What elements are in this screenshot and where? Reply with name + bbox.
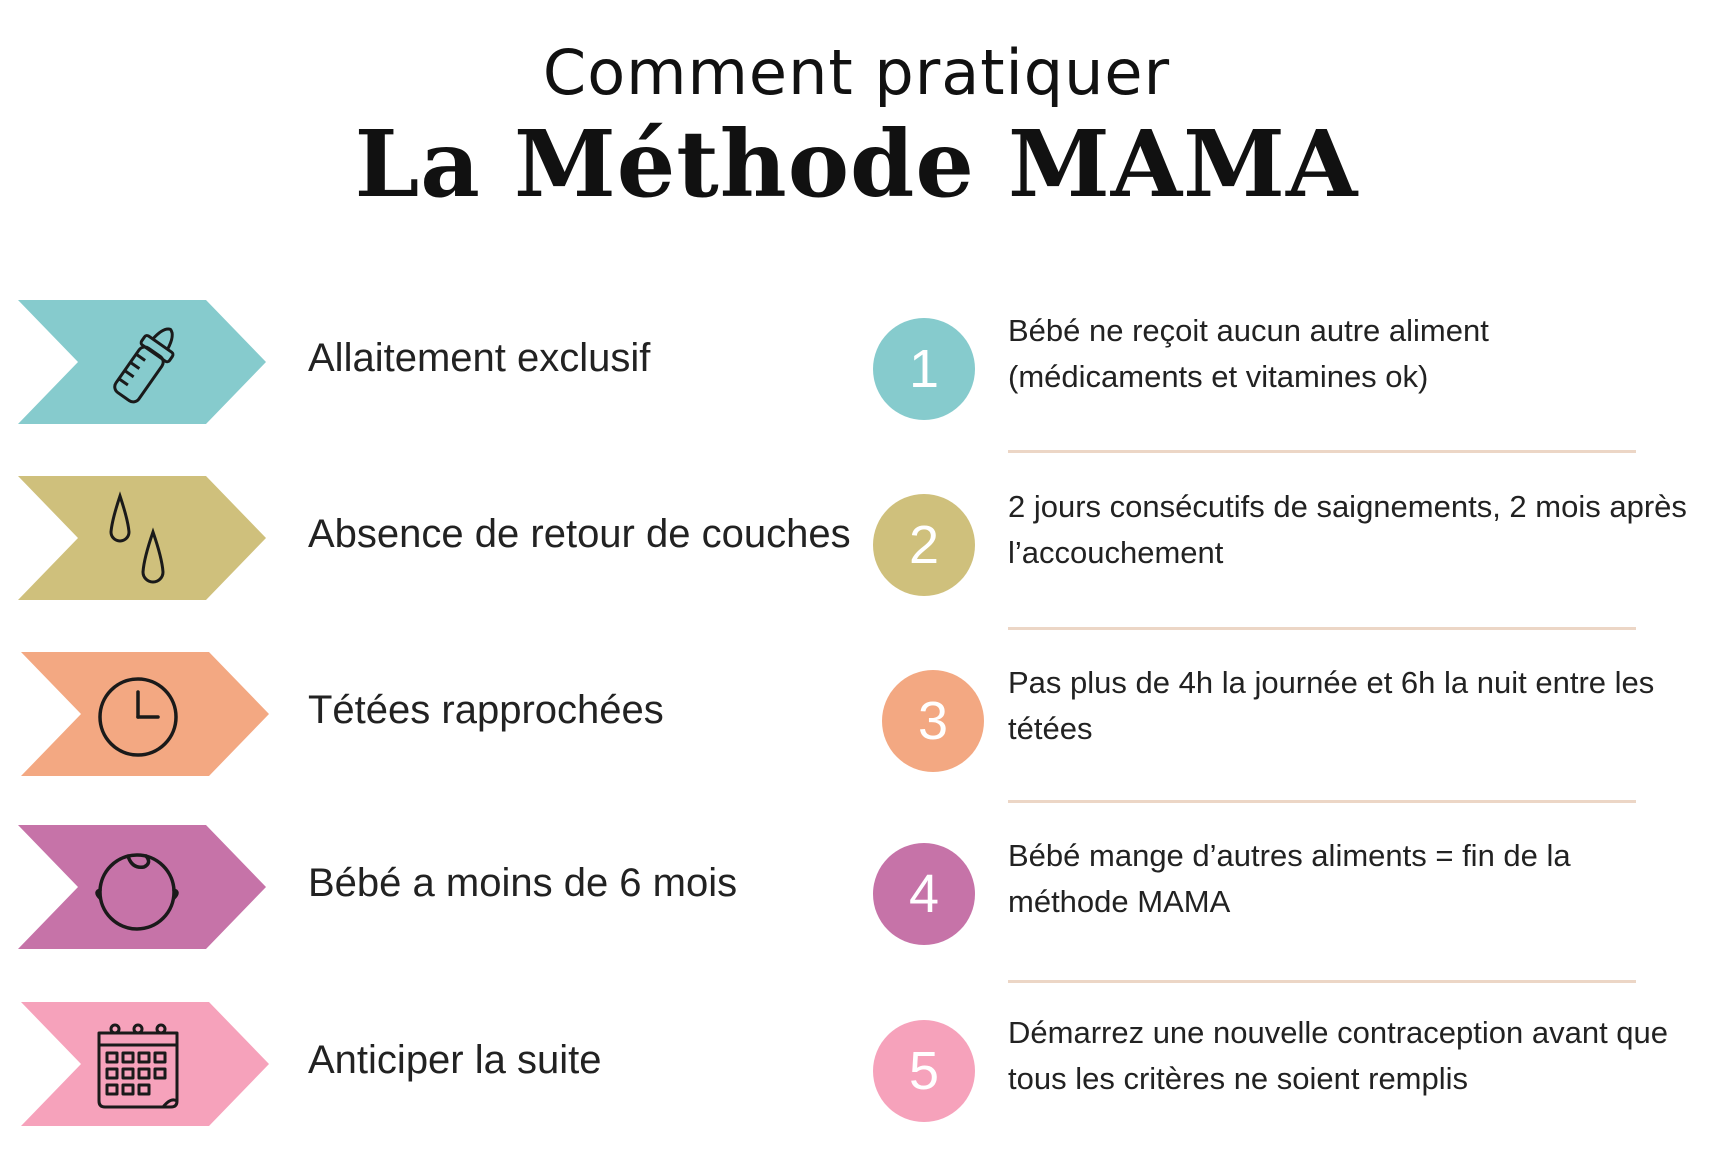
step-4-number-badge: 4 (873, 843, 975, 945)
step-row-5 (0, 1002, 1713, 1132)
baby-face-icon (92, 845, 182, 935)
step-4-label: Bébé a moins de 6 mois (308, 861, 738, 905)
baby-bottle-icon (102, 318, 192, 408)
step-5-label: Anticiper la suite (308, 1038, 602, 1082)
divider-2 (1008, 627, 1636, 630)
step-1-number-badge: 1 (873, 318, 975, 420)
step-row-2 (0, 476, 1713, 606)
step-1-arrow (18, 300, 266, 424)
step-2-label: Absence de retour de couches (308, 512, 851, 556)
step-4-arrow (18, 825, 266, 949)
step-2-arrow (18, 476, 266, 600)
step-4-description: Bébé mange d’autres aliments = fin de la méthode MAMA (1008, 838, 1571, 919)
step-5-arrow (21, 1002, 269, 1126)
step-2-description: 2 jours consécutifs de saignements, 2 mois après l’accouchement (1008, 489, 1687, 570)
calendar-icon (93, 1020, 183, 1112)
page-subtitle: Comment pratiquer (542, 36, 1171, 109)
step-3-label: Tétées rapprochées (308, 688, 664, 732)
step-1-label: Allaitement exclusif (308, 336, 651, 380)
step-3-description: Pas plus de 4h la journée et 6h la nuit entre les tétées (1008, 665, 1655, 746)
drops-icon (98, 486, 188, 592)
divider-3 (1008, 800, 1636, 803)
step-5-number-badge: 5 (873, 1020, 975, 1122)
step-row-1 (0, 300, 1713, 430)
step-row-3 (0, 652, 1713, 782)
step-row-4 (0, 825, 1713, 955)
step-5-description: Démarrez une nouvelle contraception avant que tous les critères ne soient remplis (1008, 1015, 1669, 1096)
step-1-description: Bébé ne reçoit aucun autre aliment (médicaments et vitamines ok) (1008, 313, 1489, 394)
page-title: La Méthode MAMA (354, 110, 1359, 218)
divider-4 (1008, 980, 1636, 983)
step-3-arrow (21, 652, 269, 776)
step-2-number-badge: 2 (873, 494, 975, 596)
clock-icon (93, 672, 183, 762)
divider-1 (1008, 450, 1636, 453)
step-3-number-badge: 3 (882, 670, 984, 772)
